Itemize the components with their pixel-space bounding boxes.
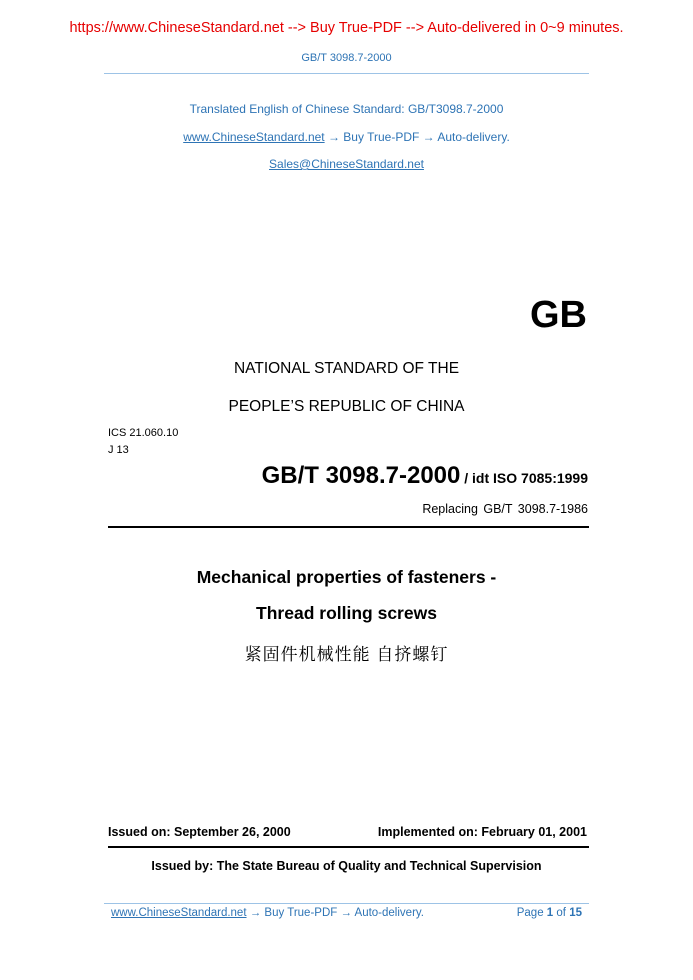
standard-number: [262, 462, 588, 490]
dates-divider: [108, 846, 589, 848]
page-label: Page: [516, 907, 544, 919]
top-banner-link[interactable]: https://www.ChineseStandard.net --> Buy True-PDF --> Auto-delivered in 0~9 minutes.: [69, 20, 624, 36]
national-standard-line2: PEOPLE’S REPUBLIC OF CHINA: [228, 398, 465, 415]
national-standard-line1: NATIONAL STANDARD OF THE: [233, 360, 460, 377]
document-title-line2: Thread rolling screws: [256, 603, 437, 623]
replacing-standard: Replacing GB/T 3098.7-1986: [422, 502, 588, 516]
header-standard-code: GB/T 3098.7-2000: [301, 52, 392, 64]
site-link[interactable]: www.ChineseStandard.net: [183, 130, 325, 144]
gb-logo: GB: [530, 294, 587, 336]
standard-number-main: GB/T 3098.7-2000: [261, 462, 461, 489]
issued-on-date: Issued on: September 26, 2000: [108, 825, 291, 839]
document-title-chinese: 紧固件机械性能 自挤螺钉: [244, 645, 449, 664]
footer-site-link[interactable]: www.ChineseStandard.net: [111, 907, 247, 919]
translation-notice: Translated English of Chinese Standard: GB/T3098.7-2000: [189, 102, 504, 116]
standard-idt: / idt ISO 7085:1999: [460, 470, 588, 486]
of-label: of: [556, 907, 566, 919]
page-number: 1: [546, 907, 554, 919]
title-top-divider: [108, 526, 589, 528]
j-code: J 13: [108, 444, 129, 456]
header-divider: [104, 73, 589, 74]
page-total: 15: [569, 907, 582, 919]
translation-site-line: [0, 130, 693, 144]
footer-divider: [104, 903, 589, 904]
footer-site-suffix: → Buy True-PDF → Auto-delivery.: [246, 907, 424, 919]
email-link[interactable]: Sales@ChineseStandard.net: [269, 157, 424, 171]
document-title-line1: Mechanical properties of fasteners -: [196, 567, 497, 587]
implemented-on-date: Implemented on: February 01, 2001: [377, 825, 587, 839]
page-indicator: [517, 907, 582, 919]
issuing-authority: Issued by: The State Bureau of Quality and Technical Supervision: [151, 859, 542, 873]
ics-code: ICS 21.060.10: [108, 427, 179, 439]
translation-email-line: [0, 157, 693, 171]
footer-site-line: [111, 907, 424, 919]
site-link-suffix: → Buy True-PDF → Auto-delivery.: [324, 130, 510, 144]
